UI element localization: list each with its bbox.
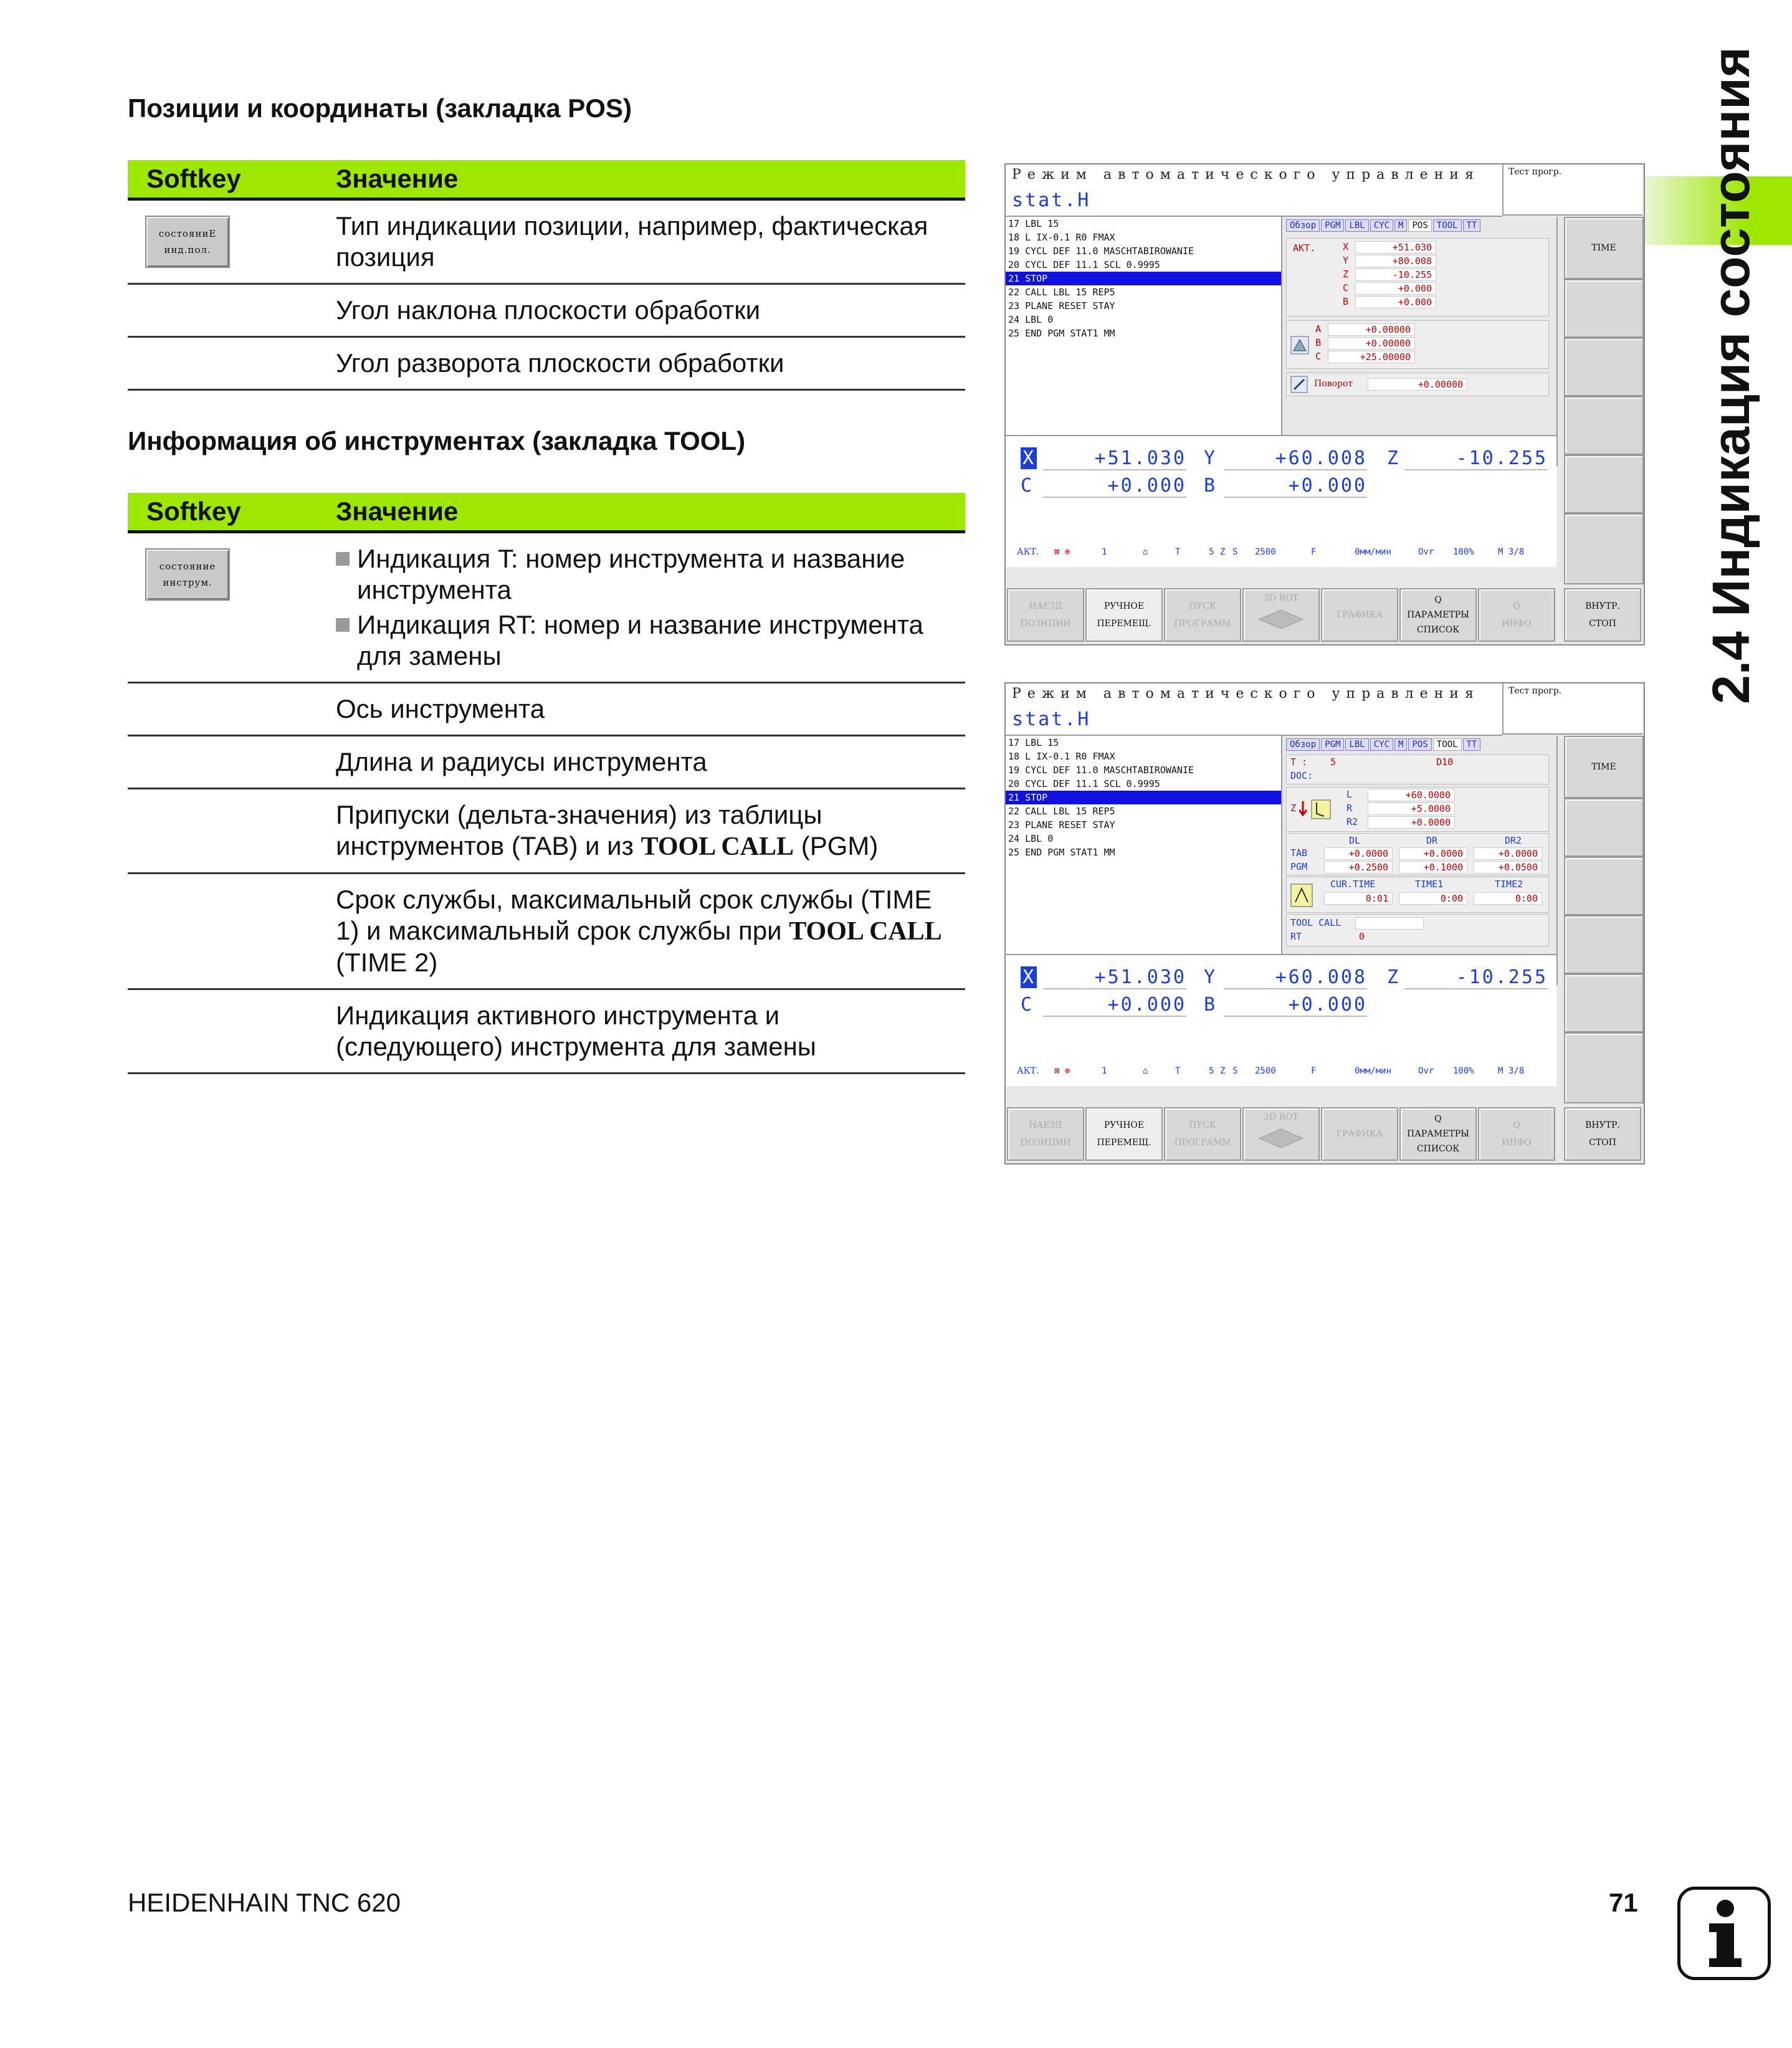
akt-label: АКТ. [1293,242,1316,254]
test-mode-label[interactable]: Тест прогр. [1502,683,1642,735]
angle-label: B [1315,337,1322,348]
text-part: (PGM) [794,831,879,860]
tab-tool[interactable]: TOOL [1433,738,1462,751]
axis-value: +0.000 [1355,296,1436,308]
cur-time-header: CUR.TIME [1330,879,1376,890]
softkey-status-pos-button[interactable] [145,216,230,268]
coord-label-x: X [1021,447,1037,469]
delta-tab-dr2: +0.0000 [1474,847,1542,860]
softkey-label: ПОЗИЦИИ [1020,1138,1071,1148]
bullet-icon [336,618,350,632]
col-meaning: Значение [336,160,965,199]
time1-header: TIME1 [1415,879,1444,890]
status-value: 1 [1102,547,1107,557]
program-line: 19 CYCL DEF 11.0 MASCHTABIROWANIE [1008,245,1194,257]
side-softkey-empty[interactable] [1564,455,1644,513]
tool-call-box [1286,914,1549,946]
axis-value: +51.030 [1355,241,1436,254]
side-softkey-empty[interactable] [1564,798,1644,857]
side-softkey-empty[interactable] [1564,396,1644,455]
rotation-label: Поворот [1314,379,1353,389]
softkey-label: состояниЕ [158,228,217,239]
softkey-label: ИНФО [1502,619,1532,629]
status-m: M 3/8 [1498,1066,1525,1076]
table-pos [128,160,965,391]
table-row [128,989,965,1074]
tool-life-box [1286,877,1549,913]
coord-label-b: B [1204,994,1217,1016]
table-row [128,683,965,736]
angle-value: +0.00000 [1328,337,1415,350]
softkey-approach-position[interactable] [1007,588,1084,642]
home-icon: ⌂ [1143,1066,1148,1076]
time1-value: 0:00 [1399,892,1467,905]
program-line: 24 LBL 0 [1008,314,1054,325]
coord-label-x: X [1021,966,1037,988]
coord-label-y: Y [1204,447,1217,469]
tool-radius2-label: R2 [1346,816,1358,827]
code-text: TOOL CALL [641,832,794,861]
coord-value-y: +60.008 [1224,447,1367,470]
col-softkey: Softkey [128,160,336,199]
angle-box [1286,320,1549,369]
actual-position-box [1286,238,1549,317]
code-text: TOOL CALL [789,917,942,946]
program-line: 25 END PGM STAT1 MM [1008,847,1115,858]
coord-value-c: +0.000 [1043,475,1186,498]
side-softkey-empty[interactable] [1564,513,1644,584]
program-line: 23 PLANE RESET STAY [1008,300,1115,312]
tab-lbl[interactable]: LBL [1345,738,1368,751]
softkey-label: ГРАФИКА [1336,610,1383,620]
softkey-label: ПОЗИЦИИ [1020,619,1071,629]
softkey-label: НАЕЗД [1029,601,1062,611]
program-listing [1006,736,1282,954]
screen-header [1006,164,1502,217]
bullet-icon [336,552,350,566]
home-icon: ⌂ [1143,547,1148,557]
softkey-manual-move[interactable] [1085,1107,1163,1161]
angle-value: +25.00000 [1328,351,1415,363]
softkey-label: ВНУТР. [1585,1120,1620,1130]
program-line: 23 PLANE RESET STAY [1008,819,1115,831]
program-line: 20 CYCL DEF 11.1 SCL 0.9995 [1008,778,1160,789]
coord-value-x: +51.030 [1043,966,1186,989]
softkey-label: ПРОГРАММ [1174,1138,1231,1148]
axis-label: Y [1343,255,1349,266]
tool-number: 5 [1330,756,1337,768]
status-override: 100% [1453,547,1474,557]
axis-label: Z [1343,269,1349,280]
softkey-graphics[interactable] [1321,1107,1398,1161]
softkey-label: Q [1434,595,1442,605]
table-row [128,874,965,989]
program-line: 19 CYCL DEF 11.0 MASCHTABIROWANIE [1008,764,1194,776]
program-line: 17 LBL 15 [1008,218,1059,229]
side-softkey-empty[interactable] [1564,1032,1644,1103]
list-item [336,543,953,606]
delta-dr-header: DR [1426,835,1438,846]
tool-call-label: TOOL CALL [1290,917,1342,928]
softkey-approach-position[interactable] [1007,1107,1084,1161]
status-t: T [1175,547,1181,557]
tool-radius-label: R [1346,803,1353,814]
table-row [128,789,965,874]
tool-radius2-value: +0.0000 [1368,816,1455,829]
softkey-q-info[interactable] [1478,588,1555,642]
axis-value: +80.008 [1355,255,1436,267]
rotation-value: +0.00000 [1368,378,1467,391]
status-tabs [1286,738,1482,751]
info-i-icon [1677,1887,1771,1980]
softkey-label: Q [1513,1120,1520,1130]
coord-label-z: Z [1387,447,1400,469]
softkey-3d-rot[interactable] [1242,588,1320,642]
status-axis: Z [1220,547,1226,557]
status-tool-number: 5 [1209,1066,1214,1076]
tool-name: D10 [1436,756,1454,768]
softkey-label: инструм. [163,577,212,588]
program-line-selected: 21 STOP [1006,791,1281,804]
coord-value-c: +0.000 [1043,994,1186,1017]
coord-label-z: Z [1387,966,1400,988]
softkey-internal-stop[interactable] [1564,588,1641,642]
program-line: 22 CALL LBL 15 REP5 [1008,806,1115,817]
coord-label-c: C [1021,475,1034,497]
text-part: (TIME 2) [336,948,438,977]
side-softkey-empty[interactable] [1564,279,1644,338]
status-value: 1 [1102,1066,1107,1076]
program-line: 22 CALL LBL 15 REP5 [1008,287,1115,298]
coord-label-c: C [1021,994,1034,1016]
status-feed: 0мм/мин [1355,547,1392,557]
time-softkey[interactable]: TIME [1564,736,1644,798]
tab-lbl[interactable]: LBL [1345,219,1368,232]
status-axis: Z [1220,1066,1226,1076]
file-name: stat.H [1012,708,1091,730]
status-t: T [1175,1066,1181,1076]
time2-header: TIME2 [1495,879,1523,890]
col-meaning: Значение [336,493,965,532]
tool-call-value [1355,917,1424,930]
replacement-tool-label: RT [1290,931,1302,942]
axis-value: +0.000 [1355,282,1436,295]
spindle-icon: ⊠ ⊕ [1054,1066,1070,1076]
tab-pgm[interactable]: PGM [1321,738,1344,751]
softkey-label: ПЕРЕМЕЩ. [1097,1138,1151,1148]
program-line: 18 L IX-0.1 R0 FMAX [1008,232,1115,243]
table-row [128,199,965,284]
mode-title: Режим автоматического управления [1012,167,1480,183]
tab-tool[interactable]: TOOL [1433,219,1462,232]
softkey-label: ПУСК [1189,1120,1216,1130]
coord-value-x: +51.030 [1043,447,1186,470]
delta-pgm-dr2: +0.0500 [1474,861,1542,874]
heading-pos: Позиции и координаты (закладка POS) [128,93,632,123]
coord-value-b: +0.000 [1224,475,1367,498]
status-akt: АКТ. [1017,1066,1039,1076]
softkey-label: ВНУТР. [1585,601,1620,611]
cnc-screen-tool [1004,682,1645,1165]
spindle-icon: ⊠ ⊕ [1054,547,1070,557]
table-row [128,736,965,789]
tab-pgm[interactable]: PGM [1321,219,1344,232]
table-row [128,337,965,390]
tab-overview[interactable]: Обзор [1286,738,1320,751]
softkey-label: ПРОГРАММ [1174,619,1231,629]
row-text: Тип индикации позиции, например, фактическая позиция [336,199,965,284]
tab-m[interactable]: M [1394,738,1407,751]
axis-label: B [1343,296,1349,307]
softkey-label: РУЧНОЕ [1103,601,1145,611]
row-text [336,874,965,989]
tool-radius-value: +5.0000 [1368,803,1455,815]
heading-tool: Информация об инструментах (закладка TOOL) [128,426,746,455]
softkey-label: Q [1434,1114,1442,1124]
program-line-selected: 21 STOP [1006,272,1281,285]
tab-tt[interactable]: TT [1463,738,1481,751]
row-text: Угол разворота плоскости обработки [336,337,965,390]
tab-pos[interactable]: POS [1408,738,1431,751]
program-listing [1006,217,1282,435]
plane-icon [1290,336,1309,355]
program-line: 24 LBL 0 [1008,833,1054,844]
softkey-status-tool-button[interactable] [145,548,230,601]
softkey-label: состояние [159,561,216,572]
softkey-q-info[interactable] [1478,1107,1555,1161]
softkey-label: ГРАФИКА [1336,1129,1383,1139]
status-tabs [1286,219,1482,232]
rotation-icon [1290,376,1308,393]
table-tool [128,493,965,1074]
list-item [336,609,953,672]
coord-value-z: -10.255 [1404,447,1548,470]
status-s: S [1232,1066,1238,1076]
status-f: F [1311,1066,1317,1076]
status-akt: АКТ. [1017,547,1039,557]
tool-name-box [1286,755,1549,784]
softkey-graphics[interactable] [1321,588,1398,642]
3d-rot-icon [1253,607,1309,632]
coord-value-b: +0.000 [1224,994,1367,1017]
coordinate-display [1006,954,1556,1086]
softkey-3d-rot[interactable] [1242,1107,1320,1161]
softkey-label: 3D ROT [1264,593,1299,603]
status-speed: 2500 [1255,547,1276,557]
status-override: 100% [1453,1066,1474,1076]
tab-tt[interactable]: TT [1463,219,1481,232]
coord-label-y: Y [1204,966,1217,988]
status-ovr: Ovr [1418,1066,1434,1076]
cnc-screen-pos [1004,163,1645,645]
tab-pos[interactable]: POS [1408,219,1431,232]
axis-label: X [1343,241,1349,252]
angle-label: A [1315,323,1322,335]
softkey-internal-stop[interactable] [1564,1107,1641,1161]
time-softkey[interactable]: TIME [1564,217,1644,279]
screen-header [1006,683,1502,736]
program-line: 25 END PGM STAT1 MM [1008,328,1115,339]
text-part: Припуски (дельта-значения) из таблицы инструментов (TAB) и из [336,800,822,860]
footer-product: HEIDENHAIN TNC 620 [128,1888,401,1917]
test-mode-label[interactable]: Тест прогр. [1502,164,1642,216]
program-line: 20 CYCL DEF 11.1 SCL 0.9995 [1008,259,1160,270]
page-number: 71 [1609,1888,1638,1917]
tool-delta-box [1286,833,1549,875]
tool-axis-icon [1299,799,1332,820]
angle-value: +0.00000 [1328,323,1415,336]
axis-value: -10.255 [1355,269,1436,281]
row-text: Ось инструмента [336,683,965,736]
tool-length-value: +60.0000 [1368,789,1455,801]
coord-value-z: -10.255 [1404,966,1548,989]
softkey-q-params-list[interactable] [1399,588,1477,642]
softkey-label: СПИСОК [1416,1144,1460,1154]
softkey-label: 3D ROT [1264,1112,1299,1122]
tool-life-icon [1290,883,1313,907]
softkey-label: ИНФО [1502,1138,1532,1148]
program-line: 18 L IX-0.1 R0 FMAX [1008,751,1115,762]
softkey-label: Q [1513,601,1520,611]
table-row [128,532,965,683]
coordinate-display [1006,435,1556,567]
delta-dl-header: DL [1349,835,1361,846]
side-softkey-empty[interactable] [1564,974,1644,1032]
row-text: Угол наклона плоскости обработки [336,284,965,337]
program-line: 17 LBL 15 [1008,737,1059,748]
tool-t-label: T : [1290,756,1308,768]
side-softkey-empty[interactable] [1564,338,1644,396]
softkey-label: СТОП [1589,1138,1616,1148]
status-panel [1282,217,1558,466]
tool-axis-label: Z [1290,803,1297,814]
side-softkey-empty[interactable] [1564,915,1644,974]
softkey-manual-move[interactable] [1085,588,1163,642]
tab-m[interactable]: M [1394,219,1407,232]
softkey-q-params-list[interactable] [1399,1107,1477,1161]
softkey-label: инд.пол. [164,244,211,255]
tool-length-label: L [1346,789,1353,800]
softkey-label: СТОП [1589,619,1616,629]
tab-overview[interactable]: Обзор [1286,219,1320,232]
row-text: Длина и радиусы инструмента [336,736,965,789]
delta-pgm-dr: +0.1000 [1399,861,1467,874]
softkey-label: ПЕРЕМЕЩ. [1097,619,1151,629]
file-name: stat.H [1012,189,1091,211]
angle-label: C [1315,351,1322,362]
side-softkey-empty[interactable] [1564,857,1644,915]
time2-value: 0:00 [1474,892,1542,905]
axis-label: C [1343,282,1349,293]
tool-doc-label: DOC: [1290,770,1313,781]
mode-title: Режим автоматического управления [1012,686,1480,702]
replacement-tool-value: 0 [1359,931,1365,942]
row-text: Индикация активного инструмента и (следующего) инструмента для замены [336,989,965,1074]
3d-rot-icon [1253,1126,1309,1151]
delta-tab-dr: +0.0000 [1399,847,1467,860]
bullet-text: Индикация T: номер инструмента и название инструмента [357,544,905,604]
softkey-label: ПАРАМЕТРЫ [1407,1129,1469,1139]
status-feed: 0мм/мин [1355,1066,1392,1076]
softkey-start-program[interactable] [1164,1107,1241,1161]
tab-cyc[interactable]: CYC [1370,738,1393,751]
status-f: F [1311,547,1317,557]
softkey-label: ПУСК [1189,601,1216,611]
delta-pgm-dl: +0.2500 [1324,861,1393,874]
cur-time-value: 0:01 [1324,892,1393,905]
status-panel [1282,736,1558,985]
tab-cyc[interactable]: CYC [1370,219,1393,232]
status-s: S [1232,547,1238,557]
coord-label-b: B [1204,475,1217,497]
softkey-label: НАЕЗД [1029,1120,1062,1130]
bullet-text: Индикация RT: номер и название инструмента для замены [357,610,923,670]
softkey-label: РУЧНОЕ [1103,1120,1145,1130]
softkey-label: ПАРАМЕТРЫ [1407,610,1469,620]
col-softkey: Softkey [128,493,336,532]
softkey-label: СПИСОК [1416,625,1460,635]
table-row [128,284,965,337]
tool-geometry-box [1286,787,1549,832]
status-ovr: Ovr [1418,547,1434,557]
rotation-box [1286,373,1549,396]
row-text [336,789,965,874]
delta-tab-dl: +0.0000 [1324,847,1393,860]
delta-dr2-header: DR2 [1505,835,1522,846]
text-part: Срок службы, максимальный срок службы (TIME 1) и максимальный срок службы при [336,885,932,945]
delta-tab-label: TAB [1290,847,1308,859]
coord-value-y: +60.008 [1224,966,1367,989]
status-speed: 2500 [1255,1066,1276,1076]
chapter-title: 2.4 Индикация состояния [1702,47,1760,704]
delta-pgm-label: PGM [1290,861,1308,872]
status-m: M 3/8 [1498,547,1525,557]
softkey-start-program[interactable] [1164,588,1241,642]
status-tool-number: 5 [1209,547,1214,557]
